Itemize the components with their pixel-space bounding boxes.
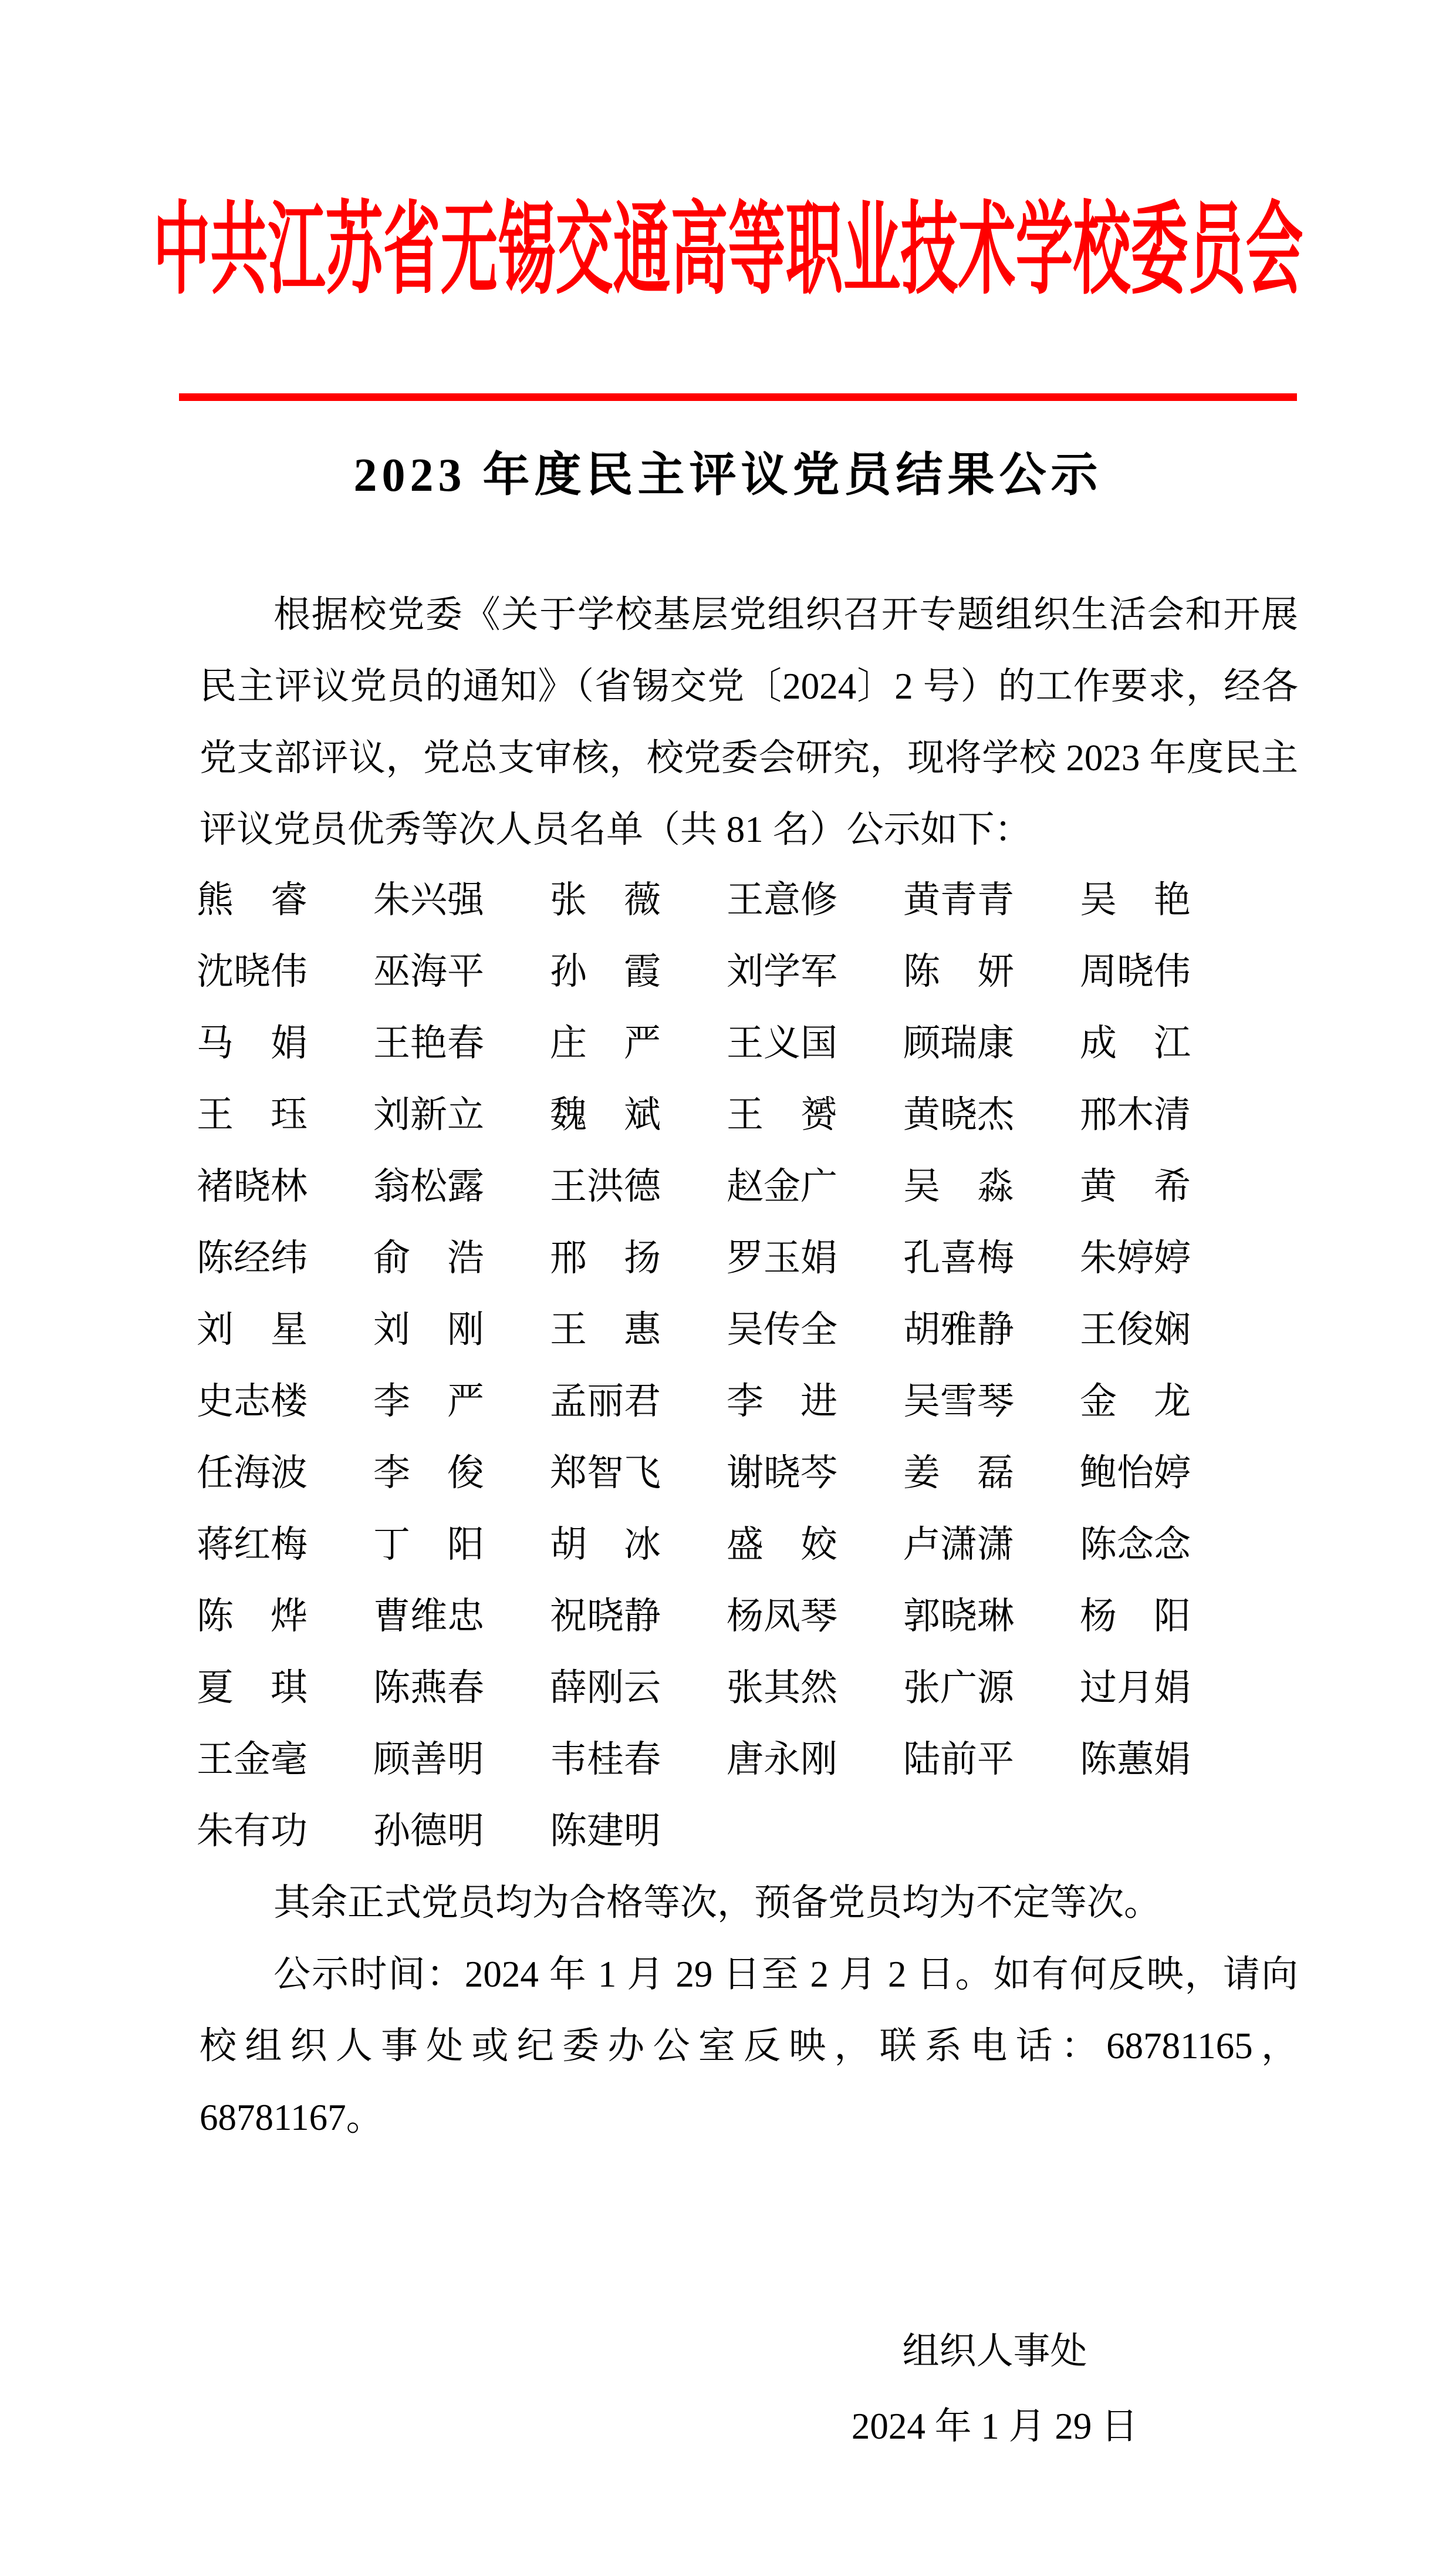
signature-department: 组织人事处 [902,2331,1087,2372]
name-cell: 成 江 [1080,1023,1191,1064]
name-cell: 丁 阳 [373,1524,484,1565]
name-cell: 李 严 [373,1381,484,1422]
name-cell: 陈念念 [1080,1524,1191,1565]
intro-paragraph: 根据校党委《关于学校基层党组织召开专题组织生活会和开展民主评议党员的通知》（省锡交党〔2024〕2 号）的工作要求，经各党支部评议，党总支审核，校党委会研究，现将学校 2023 年度民主评议党员优秀等次人员名单（共 81 名）公示如下： [200,594,1298,850]
name-cell: 黄晓杰 [903,1094,1014,1135]
name-cell: 王俊娴 [1080,1309,1191,1350]
name-cell: 张其然 [727,1667,837,1708]
name-cell: 魏 斌 [550,1094,661,1135]
name-cell: 顾善明 [373,1739,484,1780]
name-row [197,864,1256,936]
name-cell: 刘 刚 [373,1309,484,1350]
name-cell: 孙德明 [373,1810,484,1852]
name-cell: 鲍怡婷 [1080,1452,1191,1493]
name-cell: 胡雅静 [903,1309,1014,1350]
name-cell: 朱婷婷 [1080,1238,1191,1279]
notice-paragraph: 公示时间：2024 年 1 月 29 日至 2 月 2 日。如有何反映，请向校组织人事处或纪委办公室反映，联系电话：68781165，68781167。 [200,1954,1298,2138]
signature-block [631,2314,1359,2464]
name-row [197,1795,1256,1867]
name-cell: 陈蕙娟 [1080,1739,1191,1780]
name-row [197,1437,1256,1509]
name-cell: 杨 阳 [1080,1596,1191,1637]
name-row [197,1294,1256,1365]
name-row [197,1151,1256,1222]
name-cell: 史志楼 [197,1381,308,1422]
name-cell: 杨凤琴 [727,1596,837,1637]
name-row [197,1007,1256,1079]
red-divider-line [179,393,1297,401]
name-cell: 谢晓芩 [727,1452,837,1493]
name-cell: 黄青青 [903,879,1014,921]
name-cell: 熊 睿 [197,879,308,921]
name-cell: 任海波 [197,1452,308,1493]
name-cell: 蒋红梅 [197,1524,308,1565]
signature-date: 2024 年 1 月 29 日 [851,2406,1139,2447]
name-cell: 陈 烨 [197,1596,308,1637]
intro-section [200,579,1298,865]
name-cell: 王金毫 [197,1739,308,1780]
name-cell: 卢潇潇 [903,1524,1014,1565]
name-cell: 邢木清 [1080,1094,1191,1135]
name-cell: 褚晓林 [197,1166,308,1207]
name-cell: 唐永刚 [727,1739,837,1780]
name-cell: 沈晓伟 [197,951,308,992]
name-row [197,1724,1256,1795]
name-cell: 朱有功 [197,1810,308,1852]
name-cell: 巫海平 [373,951,484,992]
name-cell: 盛 姣 [727,1524,837,1565]
name-cell: 朱兴强 [373,879,484,921]
honor-name-list [197,864,1256,1867]
name-cell: 薛刚云 [550,1667,661,1708]
name-cell: 王艳春 [373,1023,484,1064]
name-cell: 吴雪琴 [903,1381,1014,1422]
name-cell: 罗玉娟 [727,1238,837,1279]
name-cell: 陈 妍 [903,951,1014,992]
name-cell: 李 进 [727,1381,837,1422]
closing-section [200,1867,1298,2153]
name-row [197,1222,1256,1294]
name-row [197,1580,1256,1652]
name-cell: 孙 霞 [550,951,661,992]
name-cell: 孔喜梅 [903,1238,1014,1279]
name-cell: 马 娟 [197,1023,308,1064]
name-cell: 韦桂春 [550,1739,661,1780]
name-cell: 吴 艳 [1080,879,1191,921]
name-row [197,1365,1256,1437]
name-cell: 祝晓静 [550,1596,661,1637]
name-cell: 张 薇 [550,879,661,921]
name-cell: 过月娟 [1080,1667,1191,1708]
name-cell: 吴 淼 [903,1166,1014,1207]
name-cell: 夏 琪 [197,1667,308,1708]
name-cell: 曹维忠 [373,1596,484,1637]
name-cell: 王 惠 [550,1309,661,1350]
name-cell: 姜 磊 [903,1452,1014,1493]
name-cell: 邢 扬 [550,1238,661,1279]
name-cell: 赵金广 [727,1166,837,1207]
name-row [197,1652,1256,1724]
name-cell: 王洪德 [550,1166,661,1207]
name-cell: 陈燕春 [373,1667,484,1708]
name-cell: 黄 希 [1080,1166,1191,1207]
name-cell: 王意修 [727,879,837,921]
letterhead-title: 中共江苏省无锡交通高等职业技术学校委员会 [153,195,1303,307]
name-cell: 陆前平 [903,1739,1014,1780]
grade-note-paragraph: 其余正式党员均为合格等次，预备党员均为不定等次。 [273,1882,1161,1923]
name-cell: 刘新立 [373,1094,484,1135]
name-cell: 金 龙 [1080,1381,1191,1422]
name-cell: 陈建明 [550,1810,661,1852]
name-cell: 吴传全 [727,1309,837,1350]
name-cell: 李 俊 [373,1452,484,1493]
document-title: 2023 年度民主评议党员结果公示 [353,450,1103,501]
name-cell: 刘 星 [197,1309,308,1350]
name-cell: 郑智飞 [550,1452,661,1493]
name-cell: 张广源 [903,1667,1014,1708]
name-cell: 俞 浩 [373,1238,484,1279]
name-row [197,936,1256,1007]
name-cell: 王义国 [727,1023,837,1064]
name-cell: 王 赟 [727,1094,837,1135]
name-cell: 周晓伟 [1080,951,1191,992]
name-cell: 孟丽君 [550,1381,661,1422]
name-cell: 郭晓琳 [903,1596,1014,1637]
name-row [197,1509,1256,1580]
name-cell: 翁松露 [373,1166,484,1207]
name-cell: 王 珏 [197,1094,308,1135]
name-cell: 庄 严 [550,1023,661,1064]
name-cell: 胡 冰 [550,1524,661,1565]
name-cell: 陈经纬 [197,1238,308,1279]
name-cell: 刘学军 [727,951,837,992]
name-cell: 顾瑞康 [903,1023,1014,1064]
name-row [197,1079,1256,1151]
